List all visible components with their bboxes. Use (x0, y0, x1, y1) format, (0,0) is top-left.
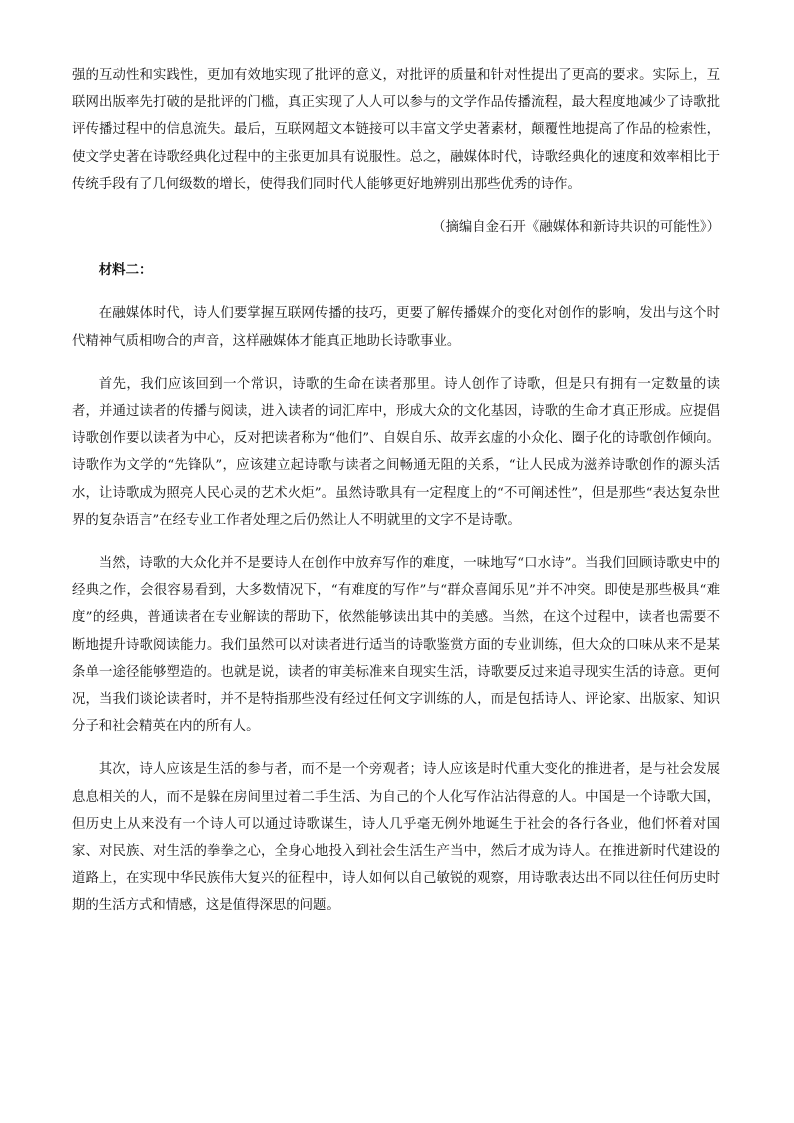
section-heading: 材料二： (98, 262, 153, 279)
paragraph-continuation: 强的互动性和实践性，更加有效地实现了批评的意义，对批评的质量和针对性提出了更高的要求。实际上，互联网出版率先打破的是批评的门槛，真正实现了人人可以参与的文学作品传播流程，最大程度地减少了诗歌批评传播过程中的信息流失。最后，互联网超文本链接可以丰富文学史著素材，颠覆性地提高了作品的检索性，使文学史著在诗歌经典化过程中的主张更加具有说服性。总之，融媒体时代，诗歌经典化的速度和效率相比于传统手段有了几何级数的增长，使得我们同时代人能够更好地辨别出那些优秀的诗作。 (72, 68, 720, 192)
paragraph-3: 当然，诗歌的大众化并不是要诗人在创作中放弃写作的难度，一味地写“口水诗”。当我们回顾诗歌史中的经典之作，会很容易看到，大多数情况下，“有难度的写作”与“群众喜闻乐见”并不冲突。即使是那些极具“难度”的经典，普通读者在专业解读的帮助下，依然能够读出其中的美感。当然，在这个过程中，读者也需要不断地提升诗歌阅读能力。我们虽然可以对读者进行适当的诗歌鉴赏方面的专业训练，但大众的口味从来不是某条单一途径能够塑造的。也就是说，读者的审美标准来自现实生活，诗歌要反过来追寻现实生活的诗意。更何况，当我们谈论读者时，并不是特指那些没有经过任何文字训练的人，而是包括诗人、评论家、出版家、知识分子和社会精英在内的所有人。 (72, 556, 720, 735)
source-citation: （摘编自金石开《融媒体和新诗共识的可能性》） (432, 220, 720, 236)
paragraph-1: 在融媒体时代，诗人们要掌握互联网传播的技巧，更要了解传播媒介的变化对创作的影响，发出与这个时代精神气质相吻合的声音，这样融媒体才能真正地助长诗歌事业。 (72, 306, 720, 349)
paragraph-4: 其次，诗人应该是生活的参与者，而不是一个旁观者；诗人应该是时代重大变化的推进者，是与社会发展息息相关的人，而不是躲在房间里过着二手生活、为自己的个人化写作沾沾得意的人。中国是一个诗歌大国，但历史上从来没有一个诗人可以通过诗歌谋生，诗人几乎毫无例外地诞生于社会的各行各业，他们怀着对国家、对民族、对生活的拳拳之心，全身心地投入到社会生活生产当中，然后才成为诗人。在推进新时代建设的道路上，在实现中华民族伟大复兴的征程中，诗人如何以自己敏锐的观察，用诗歌表达出不同以往任何历史时期的生活方式和情感，这是值得深思的问题。 (72, 762, 720, 914)
document-page (72, 62, 720, 936)
paragraph-2: 首先，我们应该回到一个常识，诗歌的生命在读者那里。诗人创作了诗歌，但是只有拥有一定数量的读者，并通过读者的传播与阅读，进入读者的词汇库中，形成大众的文化基因，诗歌的生命才真正形成。应提倡诗歌创作要以读者为中心，反对把读者称为“他们”、自娱自乐、故弄玄虚的小众化、圈子化的诗歌创作倾向。诗歌作为文学的“先锋队”，应该建立起诗歌与读者之间畅通无阻的关系，“让人民成为滋养诗歌创作的源头活水，让诗歌成为照亮人民心灵的艺术火炬”。虽然诗歌具有一定程度上的“不可阐述性”，但是那些“表达复杂世界的复杂语言”在经专业工作者处理之后仍然让人不明就里的文字不是诗歌。 (72, 376, 720, 528)
